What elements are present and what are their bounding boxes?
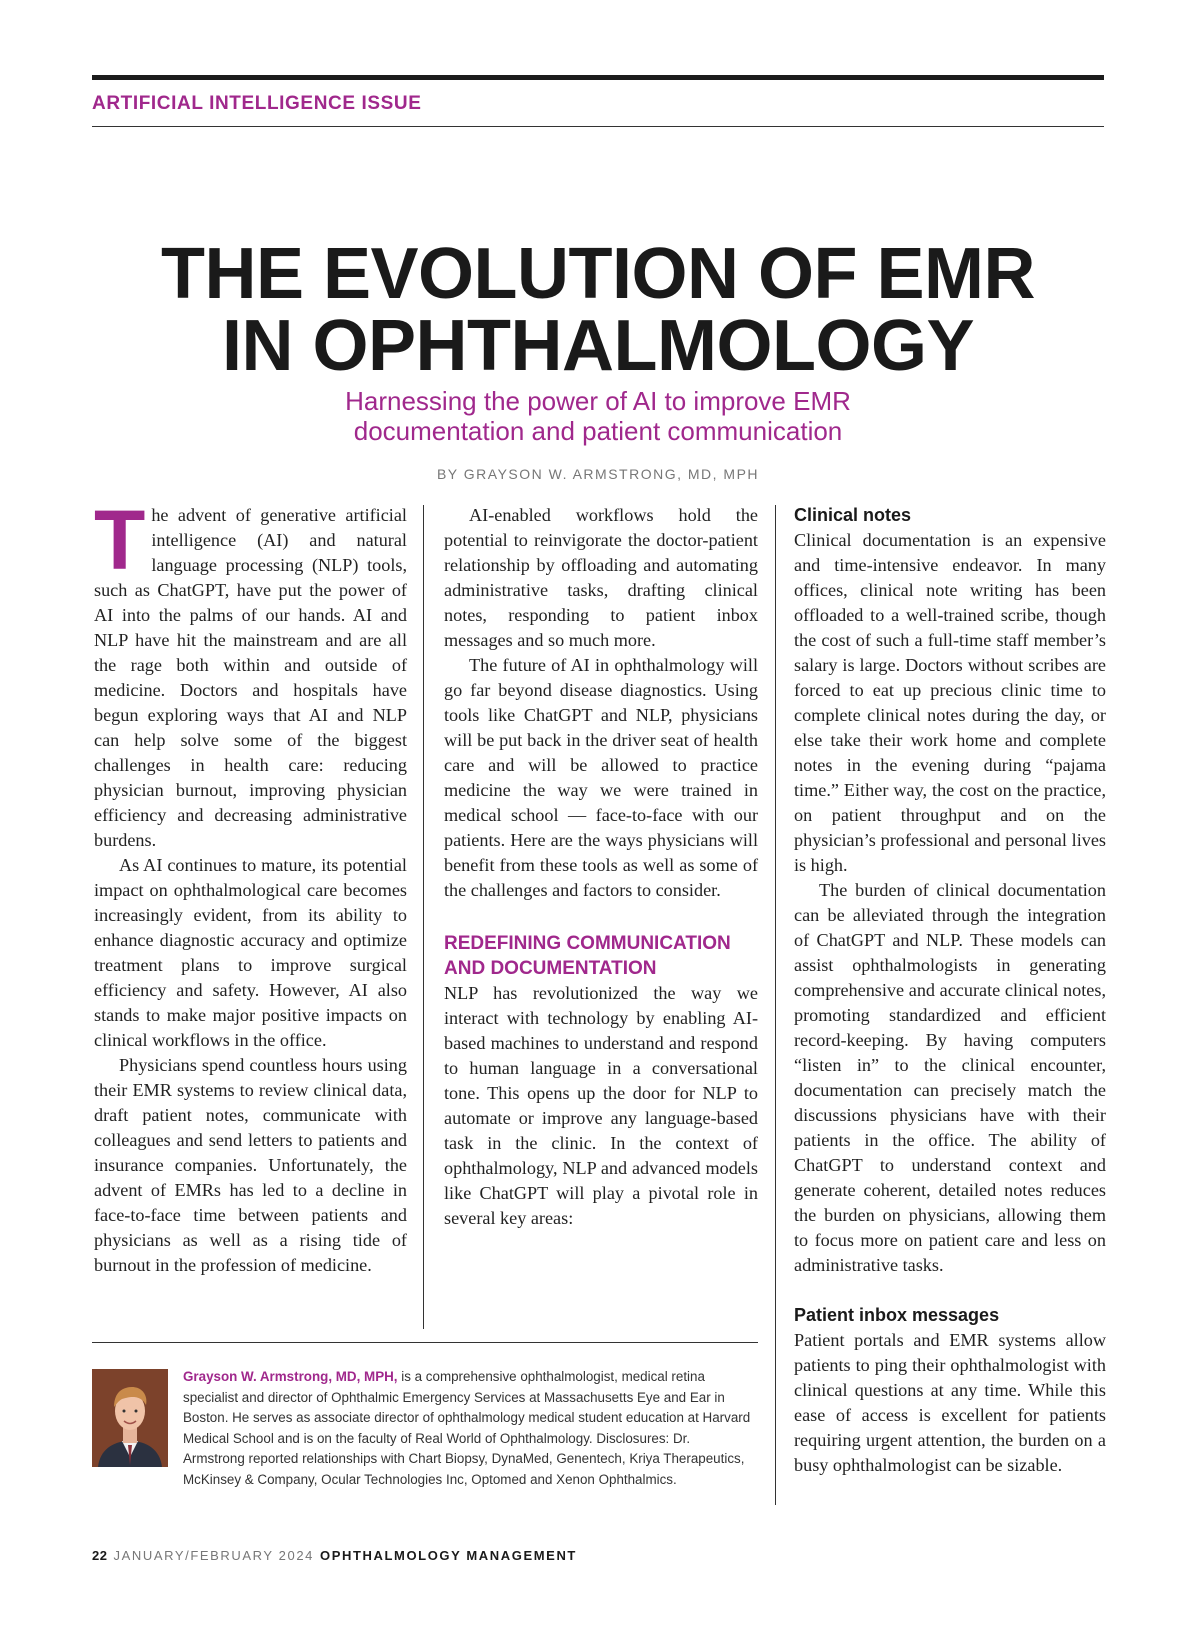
page-number: 22: [92, 1548, 108, 1563]
author-name: Grayson W. Armstrong, MD, MPH,: [183, 1369, 398, 1384]
top-rule: [92, 75, 1104, 80]
paragraph: AI-enabled workflows hold the potential to reinvigorate the doctor-patient relationship by offloading and automating administrative tasks, drafting clinical notes, responding to patient inbox messages and so much more.: [444, 505, 758, 650]
title-line-1: THE EVOLUTION OF EMR: [160, 234, 1035, 314]
paragraph: [94, 493, 407, 853]
subheading-patient-inbox: Patient inbox messages: [794, 1305, 1000, 1325]
subtitle-line-1: Harnessing the power of AI to improve EMR: [345, 386, 851, 416]
drop-cap: T: [94, 493, 146, 587]
paragraph: The future of AI in ophthalmology will go far beyond disease diagnostics. Using tools like ChatGPT and NLP, physicians will be put back in the driver seat of health care and will be allowed to practice medicine the way we were trained in medical school — face-to-face with our patients. Here are the ways physicians will benefit from these tools as well as some of the challenges and factors to consider.: [444, 655, 758, 900]
column-2: [444, 503, 758, 1231]
bio-divider: [92, 1342, 758, 1343]
section-label: ARTIFICIAL INTELLIGENCE ISSUE: [92, 93, 422, 114]
paragraph: The burden of clinical documentation can be alleviated through the integration of ChatGPT and NLP. These models can assist ophthalmologists in generating comprehensive and accurate clinical notes, promoting standardized and efficient record-keeping. By having computers “listen in” to the clinical encounter, documentation can precisely match the discussions physicians have with their patients in the office. The ability of ChatGPT to understand context and generate coherent, detailed notes reduces the burden on physicians, allowing them to focus more on patient care and less on administrative tasks.: [794, 880, 1106, 1275]
paragraph-text: he advent of generative artificial intelligence (AI) and natural language processing (NLP) tools, such as ChatGPT, have put the power of AI into the palms of our hands. AI and NLP have hit the mainstream and are all the rage both within and outside of medicine. Doctors and hospitals have begun exploring ways that AI and NLP can help solve some of the biggest challenges in health care: reducing physician burnout, improving physician efficiency and decreasing administrative burdens.: [94, 505, 407, 850]
bio-text: is a comprehensive ophthalmologist, medical retina specialist and director of Ophthalmic Emergency Services at Massachusetts Eye and Ear in Boston. He serves as associate director of ophthalmology medical student education at Harvard Medical School and is on the faculty of Real World of Ophthalmology. Disclosures: Dr. Armstrong reported relationships with Chart Biopsy, DynaMed, Genentech, Kriya Therapeutics, McKinsey & Company, Ocular Technologies Inc, Optomed and Xenon Ophthalmics.: [183, 1369, 751, 1487]
paragraph: NLP has revolutionized the way we interact with technology by enabling AI-based machines to understand and respond to human language in a conversational tone. This opens up the door for NLP to automate or improve any language-based task in the clinic. In the context of ophthalmology, NLP and advanced models like ChatGPT will play a pivotal role in several key areas:: [444, 983, 758, 1228]
article-subtitle: [92, 386, 1104, 446]
column-3: [794, 503, 1106, 1478]
section-heading: REDEFINING COMMUNICATION AND DOCUMENTATION: [444, 933, 731, 979]
subheading-clinical-notes: Clinical notes: [794, 505, 912, 525]
subtitle-line-2: documentation and patient communication: [353, 416, 843, 446]
byline: BY GRAYSON W. ARMSTRONG, MD, MPH: [436, 466, 760, 482]
column-divider: [775, 505, 776, 1505]
issue-date: JANUARY/FEBRUARY 2024: [113, 1548, 314, 1563]
column-1: [94, 493, 407, 1278]
author-photo: [92, 1369, 168, 1467]
paragraph: Physicians spend countless hours using their EMR systems to review clinical data, draft patient notes, communicate with colleagues and send letters to patients and insurance companies. Unfortunately, the advent of EMRs has led to a decline in face-to-face time between patients and physicians as well as a rising tide of burnout in the profession of medicine.: [94, 1055, 407, 1275]
publication-name: OPHTHALMOLOGY MANAGEMENT: [319, 1548, 577, 1563]
paragraph: As AI continues to mature, its potential impact on ophthalmological care becomes increasingly evident, from its ability to enhance diagnostic accuracy and optimize treatment plans to improve surgical efficiency and safety. However, AI also stands to make major positive impacts on clinical workflows in the office.: [94, 855, 407, 1050]
article-title: [92, 234, 1104, 386]
paragraph: Patient portals and EMR systems allow patients to ping their ophthalmologist with clinical questions at any time. While this ease of access is excellent for patients requiring urgent attention, the burden on a busy ophthalmologist can be sizable.: [794, 1330, 1106, 1475]
paragraph: Clinical documentation is an expensive and time-intensive endeavor. In many offices, clinical note writing has been offloaded to a well-trained scribe, though the cost of such a full-time staff member’s salary is large. Doctors without scribes are forced to eat up precious clinic time to complete clinical notes during the day, or else take their work home and complete notes in the evening during “pajama time.” Either way, the cost on the practice, on patient throughput and on the physician’s professional and personal lives is high.: [794, 530, 1106, 875]
title-line-2: IN OPHTHALMOLOGY: [222, 306, 974, 386]
author-bio: [183, 1367, 753, 1490]
column-divider: [423, 505, 424, 1329]
page-footer: [92, 1548, 577, 1563]
header-divider: [92, 126, 1104, 127]
